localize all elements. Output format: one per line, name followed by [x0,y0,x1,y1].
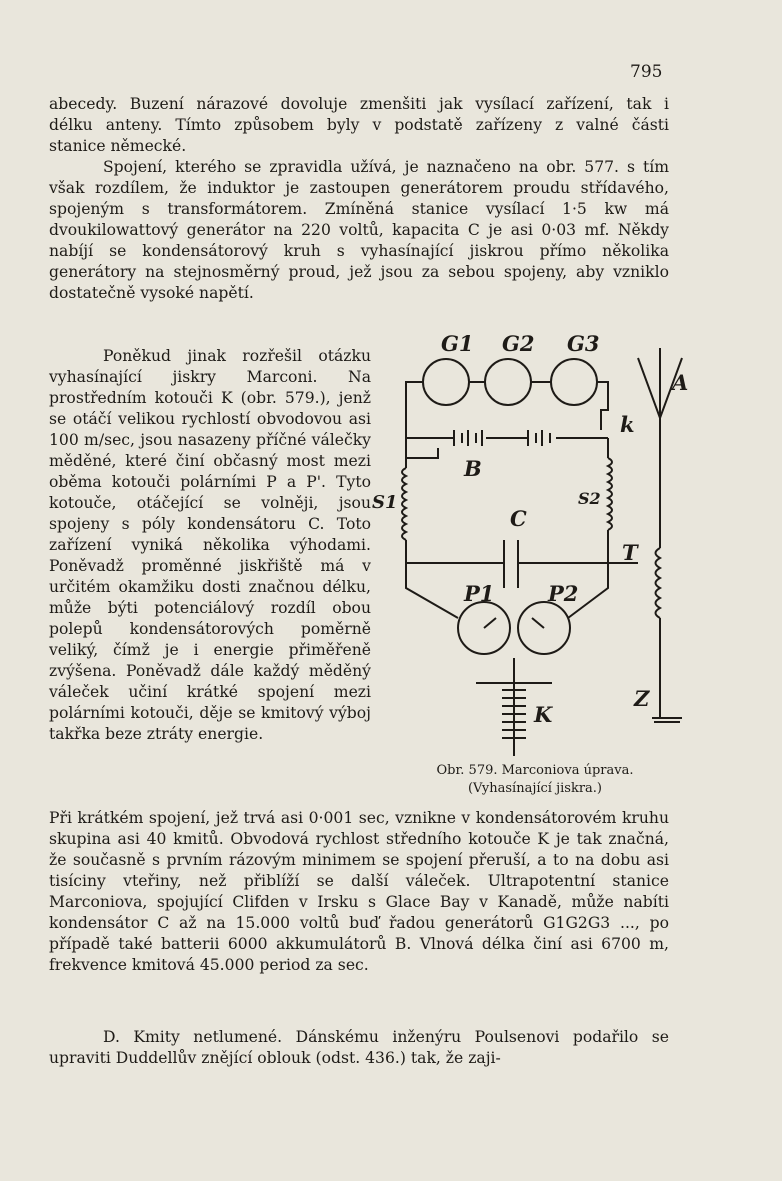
label-t: T [622,540,638,565]
label-g1: G1 [441,331,474,356]
figure-caption [404,762,666,798]
text-line: stanice německé. [49,137,187,155]
paragraph-text: D. Kmity netlumené. Dánskému inženýru Poulsenovi podařilo se upraviti Duddellův znějící oblouk (odst. 436.) tak, že zaji- [49,1028,669,1067]
label-k: K [534,702,553,727]
label-p2: P2 [548,581,579,606]
caption-line: Obr. 579. Marconiova úprava. [436,763,634,778]
paragraph-marconi-continued [49,808,669,1018]
text-line: délku anteny. Tímto způsobem byly v podstatě zařízeny z valné části [49,116,669,134]
right-wire [597,382,608,430]
label-a: A [672,370,689,395]
top-paragraph [49,94,669,157]
generator-g3 [551,359,597,405]
paragraph-text: Poněkud jinak rozřešil otázku vyhasínající jiskry Marconi. Na prostředním kotouči K (obr. 579.), jenž se otáčí velikou rychlostí obvodovou asi 100 m/sec, jsou nasazeny příčné válečky měděné, které činí občasný most mezi oběma kotouči polárními P a P'. Tyto kotouče, otáčející se volněji, jsou spojeny s póly kondensátoru C. Toto zařízení vyniká několika výhodami. Poněvadž proměnné jiskřiště má v určitém okamžiku dosti značnou délku, může býti potenciálový rozdíl obou polepů kondensátorových poměrně veliký, čímž je i energie přiměřeně zvýšena. Poněvadž dále každý měděný váleček učiní krátké spojení mezi polárními kotouči, děje se kmitový výboj takřka beze ztráty energie. [49,347,371,743]
label-g2: G2 [502,331,535,356]
capacitor-c [504,540,518,588]
coil-s1 [402,468,406,540]
coil-s2 [608,458,612,530]
ground-symbol [652,718,682,722]
wire-to-p1 [406,563,458,618]
label-c: C [510,506,527,531]
ground-wire [660,618,676,718]
battery-b [438,430,608,446]
label-k-top: k [620,412,635,437]
coil-t [656,548,661,618]
label-s1: S1 [372,492,398,513]
paragraph-undamped [49,1027,669,1069]
label-b: B [464,456,482,481]
page-number: 795 [630,62,663,82]
paragraph-connection [49,157,669,325]
label-g3: G3 [567,331,600,356]
generator-g2 [485,359,531,405]
label-s2: S2 [578,489,601,508]
paragraph-text: Při krátkém spojení, jež trvá asi 0·001 sec, vznikne v kondensátorovém kruhu skupina asi 40 kmitů. Obvodová rychlost středního kotouče K je tak značná, že současně s prvním rázovým minimem se spojení přeruší, a to na dobu asi tisíciny vteřiny, než přiblíží se další váleček. Ultrapotentní stanice Marconiova, spojující Clifden v Irsku s Glace Bay v Kanadě, může nabíti kondensátor C až na 15.000 voltů buď řadou generátorů G1G2G3 ..., po případě také batterii 6000 akkumulátorů B. Vlnová délka činí asi 6700 m, frekvence kmitová 45.000 period za sec. [49,809,669,974]
disk-spindles [484,618,544,628]
caption-line: (Vyhasínající jiskra.) [467,781,603,796]
label-z: Z [634,686,650,711]
disk-k-shaft [502,690,526,738]
generator-g1 [423,359,469,405]
text-line: abecedy. Buzení nárazové dovoluje zmenšiti jak vysílací zařízení, tak i [49,95,669,113]
label-p1: P1 [464,581,495,606]
paragraph-marconi [49,346,371,796]
left-wire [406,382,438,458]
paragraph-text: Spojení, kterého se zpravidla užívá, je naznačeno na obr. 577. s tím však rozdílem, že induktor je zastoupen generátorem proudu střídavého, spojeným s transformátorem. Zmíněná stanice vysílací 1·5 kw má dvoukilowattový generátor na 220 voltů, kapacita C je asi 0·03 mf. Někdy nabíjí se kondensátorový kruh s vyhasínající jiskrou přímo několika generátory na stejnosměrný proud, jež jsou za sebou spojeny, aby vzniklo dostatečně vysoké napětí. [49,158,669,302]
